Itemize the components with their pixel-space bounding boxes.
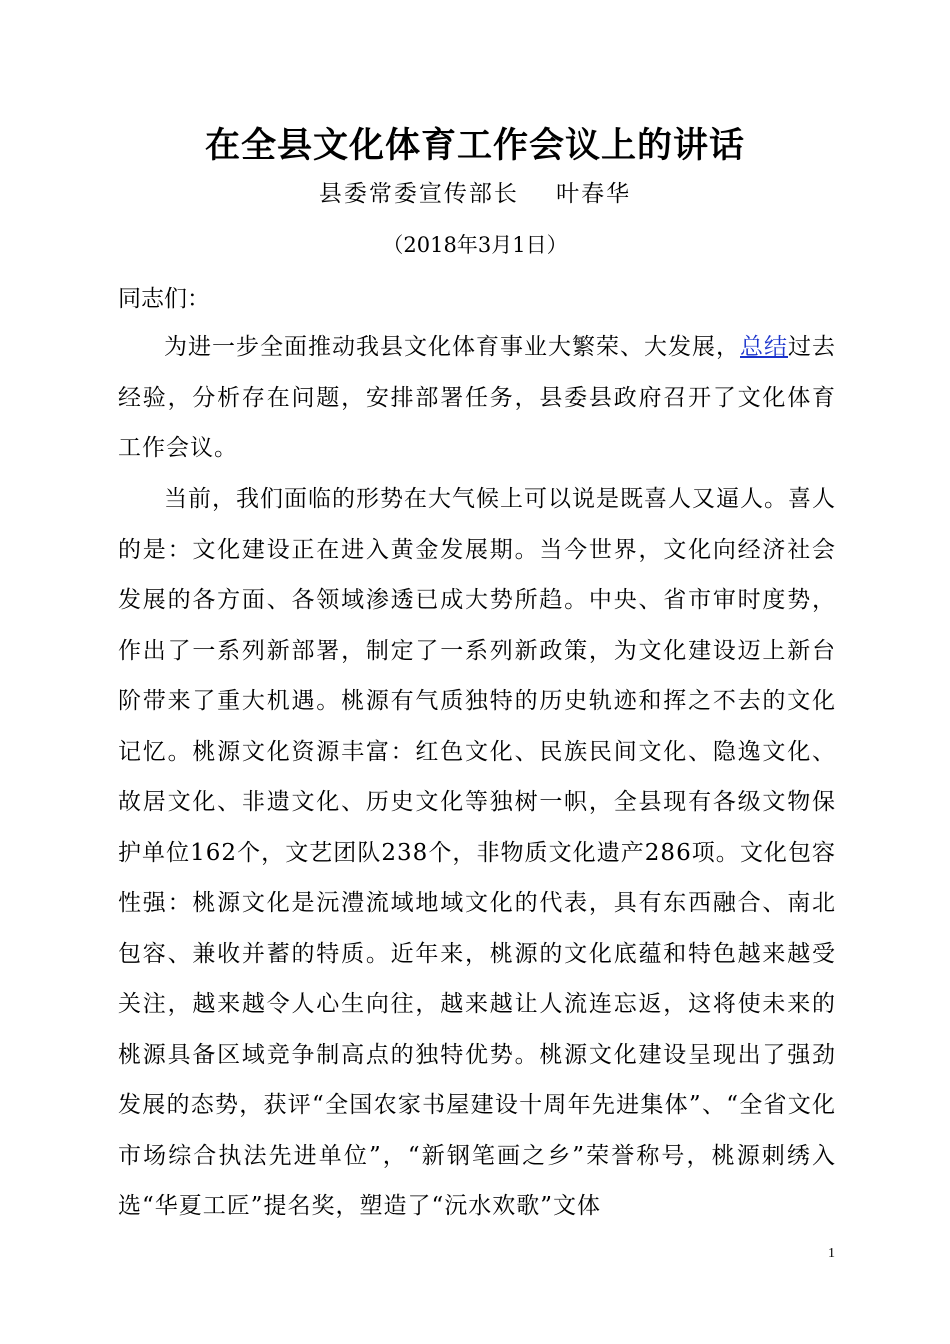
paragraph-intro-text-before: 为进一步全面推动我县文化体育事业大繁荣、大发展， bbox=[164, 334, 740, 360]
summary-link[interactable]: 总结 bbox=[740, 334, 788, 360]
page-number: 1 bbox=[828, 1246, 835, 1261]
paragraph-situation: 当前，我们面临的形势在大气候上可以说是既喜人又逼人。喜人的是：文化建设正在进入黄金发展期。当今世界，文化向经济社会发展的各方面、各领域渗透已成大势所趋。中央、省市审时度势，作出了一系列新部署，制定了一系列新政策，为文化建设迈上新台阶带来了重大机遇。桃源有气质独特的历史轨迹和挥之不去的文化记忆。桃源文化资源丰富：红色文化、民族民间文化、隐逸文化、故居文化、非遗文化、历史文化等独树一帜，全县现有各级文物保护单位162个，文艺团队238个，非物质文化遗产286项。文化包容性强：桃源文化是沅澧流域地域文化的代表，具有东西融合、南北包容、兼收并蓄的特质。近年来，桃源的文化底蕴和特色越来越受关注，越来越令人心生向往，越来越让人流连忘返，这将使未来的桃源具备区域竞争制高点的独特优势。桃源文化建设呈现出了强劲发展的态势，获评“全国农家书屋建设十周年先进集体”、“全省文化市场综合执法先进单位”，“新钢笔画之乡”荣誉称号，桃源刺绣入选“华夏工匠”提名奖，塑造了“沅水欢歌”文体 bbox=[118, 486, 836, 1219]
speech-title: 在全县文化体育工作会议上的讲话 bbox=[204, 125, 745, 166]
speech-date: （2018年3月1日） bbox=[382, 233, 568, 257]
paragraph-intro bbox=[118, 322, 836, 474]
paragraph-intro-text-after: 过去经验，分析存在问题，安排部署任务，县委县政府召开了文化体育工作会议。 bbox=[118, 334, 836, 461]
salutation: 同志们： bbox=[118, 286, 210, 312]
speaker-line: 县委常委宣传部长 叶春华 bbox=[318, 181, 632, 207]
